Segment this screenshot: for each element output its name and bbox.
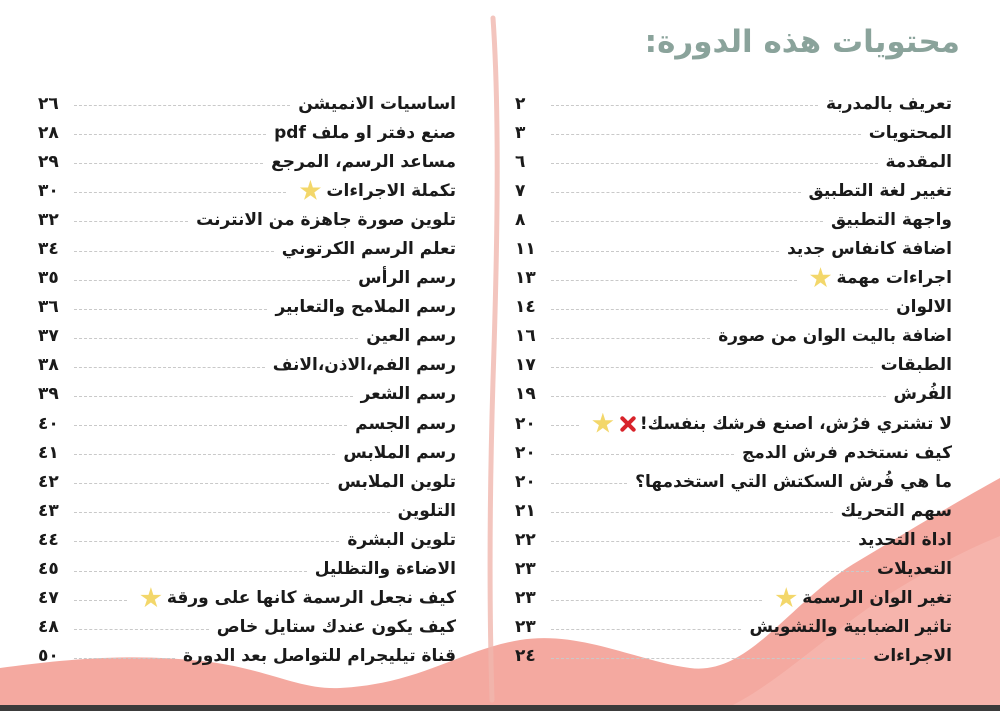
toc-entry (515, 234, 952, 263)
toc-entry-page-number: ١٩ (515, 384, 536, 405)
toc-entry-page-number: ٣٧ (38, 326, 59, 347)
toc-entry-text: المقدمة (885, 151, 952, 172)
toc-entry-text: تلوين الملابس (337, 471, 456, 492)
toc-entry (38, 147, 456, 176)
toc-entry-page-number: ٣٨ (38, 355, 59, 376)
dotted-leader (551, 163, 878, 164)
dotted-leader (551, 454, 734, 455)
toc-entry-text: الاضاءة والتظليل (314, 559, 456, 580)
dotted-leader (551, 251, 779, 252)
toc-entry (38, 264, 456, 293)
dotted-leader (74, 571, 307, 572)
dotted-leader (551, 483, 627, 484)
toc-entry (38, 322, 456, 351)
dotted-leader (74, 483, 329, 484)
toc-entry-label (337, 472, 456, 492)
toc-entry (38, 496, 456, 525)
toc-entry-page-number: ٤٢ (38, 471, 59, 492)
toc-entry (38, 176, 456, 205)
dotted-leader (551, 658, 865, 659)
toc-entry-page-number: ٢٣ (515, 588, 536, 609)
dotted-leader (74, 221, 188, 222)
toc-entry-text: اضافة كانفاس جديد (787, 239, 952, 260)
toc-entry-text: كيف يكون عندك ستايل خاص (216, 617, 456, 638)
dotted-leader (74, 425, 347, 426)
toc-entry-label (183, 646, 456, 666)
toc-entry-page-number: ٤٤ (38, 529, 59, 550)
toc-entry (38, 234, 456, 263)
toc-entry-label (398, 501, 456, 521)
toc-entry-text: تعريف بالمدربة (826, 93, 952, 114)
toc-entry-label (196, 210, 456, 230)
dotted-leader (74, 309, 267, 310)
toc-entry-text: صنع دفتر او ملف pdf (274, 122, 456, 143)
toc-entry-page-number: ١٧ (515, 355, 536, 376)
star-icon (299, 180, 321, 202)
toc-entry (38, 555, 456, 584)
toc-entry-page-number: ٦ (515, 151, 526, 172)
toc-entry-page-number: ١٤ (515, 297, 536, 318)
dotted-leader (551, 367, 873, 368)
toc-entry-label (896, 297, 952, 317)
toc-entry-text: تلوين صورة جاهزة من الانترنت (196, 209, 456, 230)
toc-entry-label (742, 443, 952, 463)
toc-entry-text: رسم الشعر (360, 384, 456, 405)
toc-entry-label (273, 355, 456, 375)
toc-entry-page-number: ٢٣ (515, 559, 536, 580)
toc-entry-page-number: ٧ (515, 180, 526, 201)
toc-right-column (515, 89, 952, 671)
dotted-leader (74, 367, 265, 368)
toc-entry-label (217, 617, 456, 637)
toc-entry-text: رسم الجسم (355, 413, 456, 434)
toc-entry-text: تغير الوان الرسمة (802, 588, 952, 609)
toc-entry-label (770, 587, 952, 609)
dotted-leader (551, 309, 888, 310)
toc-entry-page-number: ٣٦ (38, 297, 59, 318)
toc-entry-label (886, 152, 953, 172)
toc-entry-label (587, 413, 952, 435)
dotted-leader (74, 251, 274, 252)
toc-entry (38, 467, 456, 496)
toc-entry (515, 176, 952, 205)
toc-entry-label (881, 355, 952, 375)
toc-entry (515, 118, 952, 147)
toc-entry-label (315, 559, 456, 579)
toc-entry-page-number: ٢٠ (515, 413, 536, 434)
toc-entry (38, 584, 456, 613)
toc-entry-page-number: ٢٣ (515, 617, 536, 638)
toc-entry-text: ما هي فُرش السكتش التي استخدمها؟ (635, 471, 952, 492)
bottom-border (0, 705, 1000, 711)
toc-entry-label (347, 530, 456, 550)
toc-entry (38, 642, 456, 671)
toc-entry-text: التعديلات (877, 559, 952, 580)
star-icon (140, 587, 162, 609)
toc-entry (38, 525, 456, 554)
dotted-leader (551, 425, 579, 426)
toc-entry-page-number: ١٦ (515, 326, 536, 347)
toc-entry-text: تلوين البشرة (347, 529, 456, 550)
toc-entry-label (298, 94, 456, 114)
toc-entry-text: مساعد الرسم، المرجع (271, 151, 456, 172)
toc-entry-label (877, 559, 952, 579)
toc-entry-page-number: ٢٨ (38, 122, 59, 143)
toc-entry-label (787, 239, 952, 259)
dotted-leader (74, 454, 335, 455)
toc-entry-text: اداة التحديد (858, 529, 952, 550)
toc-entry-page-number: ٣٩ (38, 384, 59, 405)
toc-entry-text: الاجراءات (873, 646, 952, 667)
toc-entry (515, 205, 952, 234)
dotted-leader (74, 338, 358, 339)
toc-entry (515, 555, 952, 584)
toc-entry-label (635, 472, 952, 492)
toc-entry-page-number: ٤٣ (38, 500, 59, 521)
dotted-leader (74, 105, 290, 106)
toc-entry-label (841, 501, 952, 521)
page-title: محتويات هذه الدورة: (644, 24, 960, 60)
toc-entry-page-number: ١١ (515, 239, 536, 260)
dotted-leader (551, 192, 801, 193)
toc-entry-label (858, 530, 952, 550)
toc-entry (515, 613, 952, 642)
toc-entry (515, 584, 952, 613)
toc-entry-text: كيف نجعل الرسمة كانها على ورقة (166, 588, 456, 609)
dotted-leader (551, 221, 823, 222)
toc-entry-label (749, 617, 952, 637)
toc-entry-page-number: ٤١ (38, 442, 59, 463)
star-icon (775, 587, 797, 609)
toc-entry-text: اضافة باليت الوان من صورة (718, 326, 952, 347)
toc-entry (38, 118, 456, 147)
toc-entry (38, 613, 456, 642)
toc-entry (515, 147, 952, 176)
toc-entry-text: رسم الملابس (343, 442, 456, 463)
toc-entry-page-number: ٤٨ (38, 617, 59, 638)
toc-entry-page-number: ٢٤ (515, 646, 536, 667)
toc-entry-label (274, 123, 456, 143)
dotted-leader (551, 134, 861, 135)
toc-entry (38, 351, 456, 380)
dotted-leader (551, 105, 818, 106)
toc-entry-label (805, 267, 952, 289)
toc-entry-label (873, 646, 952, 666)
toc-entry-page-number: ٢٩ (38, 151, 59, 172)
toc-entry-page-number: ٣٢ (38, 209, 59, 230)
toc-entry (515, 89, 952, 118)
dotted-leader (74, 192, 286, 193)
toc-entry-label (718, 326, 952, 346)
toc-entry (38, 205, 456, 234)
toc-entry (515, 525, 952, 554)
toc-entry-text: المحتويات (868, 122, 952, 143)
dotted-leader (551, 280, 797, 281)
toc-entry-label (275, 297, 456, 317)
toc-entry-page-number: ٢٠ (515, 442, 536, 463)
toc-entry-text: تاثير الضبابية والتشويش (749, 617, 952, 638)
toc-entry-page-number: ٨ (515, 209, 526, 230)
toc-entry (38, 293, 456, 322)
toc-entry-page-number: ٣٥ (38, 268, 59, 289)
dotted-leader (74, 658, 175, 659)
toc-entry-page-number: ٢٠ (515, 471, 536, 492)
toc-entry-text: رسم العين (366, 326, 456, 347)
dotted-leader (74, 280, 350, 281)
toc-entry-page-number: ٢ (515, 93, 526, 114)
toc-entry-page-number: ٣٠ (38, 180, 59, 201)
cross-icon (619, 415, 637, 433)
toc-entry-text: تعلم الرسم الكرتوني (281, 239, 456, 260)
toc-entry-page-number: ٤٥ (38, 559, 59, 580)
toc-entry-label (282, 239, 456, 259)
toc-entry-page-number: ٤٧ (38, 588, 59, 609)
toc-entry-label (135, 587, 456, 609)
dotted-leader (74, 396, 353, 397)
dotted-leader (74, 629, 209, 630)
toc-entry (38, 380, 456, 409)
toc-entry-text: لا تشتري فرُش، اصنع فرشك بنفسك! (639, 413, 952, 434)
toc-entry-page-number: ٢٢ (515, 529, 536, 550)
toc-entry-text: الالوان (896, 297, 952, 318)
toc-entry-label (869, 123, 952, 143)
toc-entry-label (355, 414, 456, 434)
toc-entry (515, 496, 952, 525)
toc-entry-page-number: ٢٦ (38, 93, 59, 114)
star-icon (810, 267, 832, 289)
toc-entry-text: تكملة الاجراءات (326, 180, 456, 201)
toc-entry-text: الفُرش (893, 384, 952, 405)
dotted-leader (551, 541, 850, 542)
star-icon (592, 413, 614, 435)
toc-entry (515, 293, 952, 322)
toc-entry-page-number: ٣٤ (38, 239, 59, 260)
toc-entry-label (361, 384, 456, 404)
toc-entry (515, 351, 952, 380)
toc-entry (515, 642, 952, 671)
toc-entry (38, 438, 456, 467)
toc-entry-page-number: ٣ (515, 122, 526, 143)
toc-entry-text: التلوين (397, 500, 456, 521)
dotted-leader (74, 163, 263, 164)
toc-entry-page-number: ٤٠ (38, 413, 59, 434)
toc-entry-page-number: ٢١ (515, 500, 536, 521)
dotted-leader (74, 134, 266, 135)
toc-entry-text: قناة تيليجرام للتواصل بعد الدورة (182, 646, 456, 667)
toc-entry-label (271, 152, 456, 172)
dotted-leader (551, 338, 710, 339)
toc-entry-label (343, 443, 456, 463)
toc-entry (515, 438, 952, 467)
toc-entry-label (894, 384, 952, 404)
toc-entry-text: سهم التحريك (840, 500, 952, 521)
toc-entry (515, 467, 952, 496)
toc-entry (38, 89, 456, 118)
toc-entry-label (831, 210, 952, 230)
toc-entry-text: واجهة التطبيق (830, 209, 952, 230)
toc-entry-page-number: ١٣ (515, 268, 536, 289)
toc-entry (38, 409, 456, 438)
toc-entry-text: رسم الملامح والتعابير (275, 297, 456, 318)
dotted-leader (551, 571, 869, 572)
toc-entry-label (366, 326, 456, 346)
toc-entry-text: رسم الفم،الاذن،الانف (272, 355, 456, 376)
toc-entry (515, 264, 952, 293)
dotted-leader (551, 396, 886, 397)
toc-entry-text: كيف نستخدم فرش الدمج (742, 442, 952, 463)
toc-entry-label (294, 180, 456, 202)
toc-entry (515, 322, 952, 351)
dotted-leader (74, 541, 339, 542)
toc-entry-label (809, 181, 952, 201)
toc-entry-page-number: ٥٠ (38, 646, 59, 667)
dotted-leader (551, 629, 741, 630)
toc-left-column (38, 89, 456, 671)
toc-entry-text: اساسيات الانميشن (298, 93, 456, 114)
dotted-leader (551, 600, 762, 601)
column-divider (490, 18, 497, 700)
toc-entry-label (358, 268, 456, 288)
dotted-leader (74, 600, 127, 601)
toc-entry-text: رسم الرأس (358, 268, 456, 289)
toc-entry-text: الطبقات (880, 355, 952, 376)
dotted-leader (551, 512, 833, 513)
toc-entry-label (826, 94, 952, 114)
toc-entry-text: تغيير لغة التطبيق (808, 180, 952, 201)
toc-entry (515, 409, 952, 438)
dotted-leader (74, 512, 390, 513)
toc-entry-text: اجراءات مهمة (836, 268, 952, 289)
toc-entry (515, 380, 952, 409)
